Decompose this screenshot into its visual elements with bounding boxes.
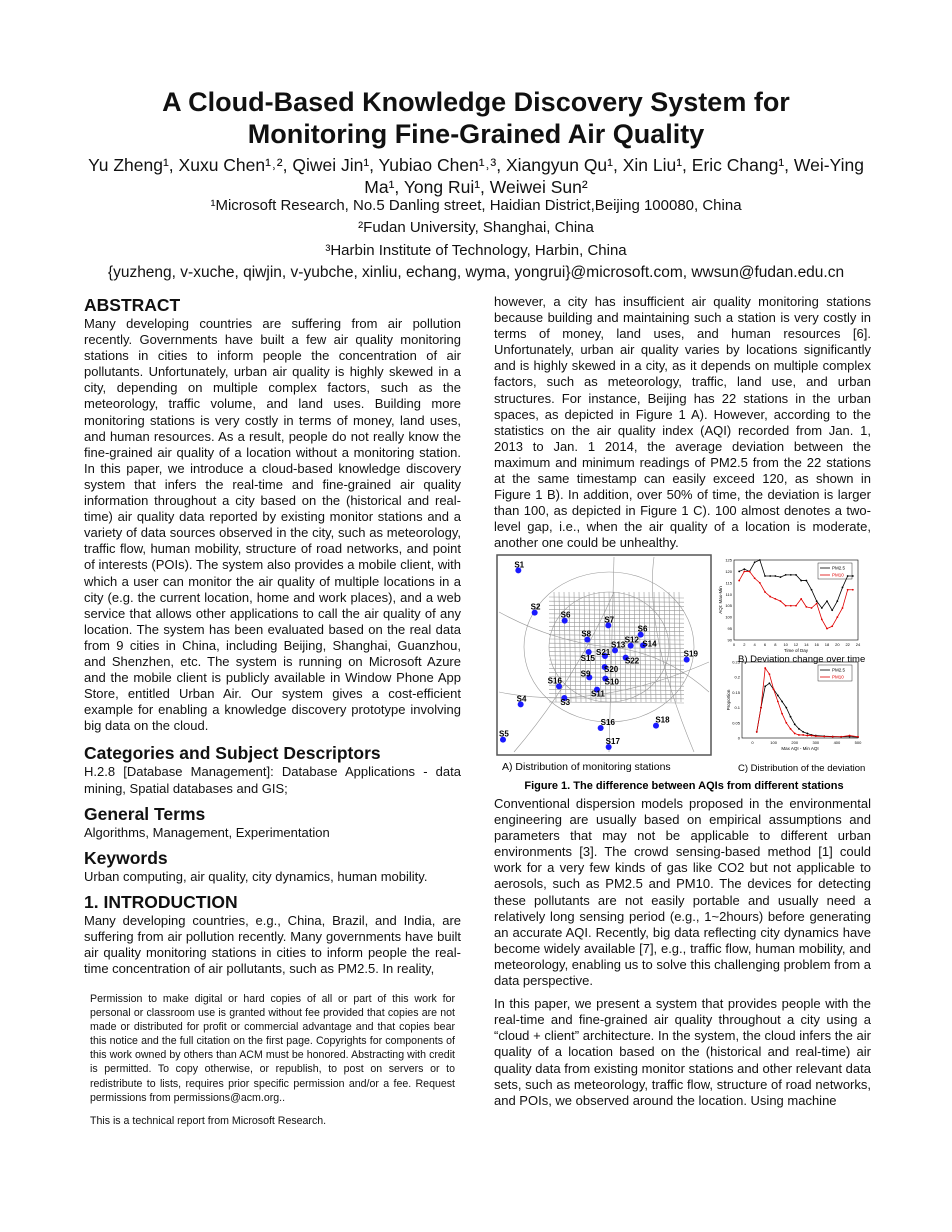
station-label: S17: [605, 737, 620, 746]
terms-text: Algorithms, Management, Experimentation: [84, 824, 330, 840]
data-point: [857, 736, 859, 738]
station-label: S14: [642, 639, 657, 649]
data-point: [816, 600, 818, 602]
data-point: [798, 728, 800, 730]
data-point: [760, 707, 762, 709]
y-tick-label: 0.2: [734, 674, 740, 680]
data-point: [785, 722, 787, 724]
station-label: S20: [604, 665, 619, 674]
station-label: S13: [611, 640, 626, 650]
data-point: [738, 580, 740, 582]
station-label: S22: [625, 656, 640, 666]
data-point: [794, 733, 796, 735]
station-label: S2: [530, 602, 541, 612]
series-line-PM10: [739, 571, 853, 628]
y-tick-label: 95: [727, 626, 732, 632]
data-point: [802, 734, 804, 736]
data-point: [849, 735, 851, 737]
x-axis-label: Max AQI - Min AQI: [781, 746, 819, 751]
affiliation: ²Fudan University, Shanghai, China: [358, 219, 594, 236]
paragraph: Conventional dispersion models proposed in the environmental engineering are usually based on empirical assumptions and parameters that may not be applicable to different urban environments [3]. The crowd sensing-based method [1] could work for a very few kinds of gas like CO2 but not applicable to aerosols, such as PM2.5 and PM10. The devices for detecting these pollutants are not easily portable and usually need a relatively long sensing period (e.g., 1~2hours) before generating an accurate AQI. Recently, big data reflecting city dynamics have become widely available [7], e.g., traffic flow, human mobility, and meteorology, enabling us to solve this challenging problem from a data perspective.: [494, 796, 871, 989]
station-label: S1: [514, 560, 525, 570]
station-label: S16: [547, 676, 562, 686]
station-label: S21: [596, 648, 611, 657]
station-label: S19: [683, 649, 698, 659]
data-point: [847, 575, 849, 577]
data-point: [764, 575, 766, 577]
categories-text: H.2.8 [Database Management]: Database Applications - data mining, Spatial databases and GIS;: [84, 764, 461, 796]
y-tick-label: 125: [725, 557, 732, 563]
data-point: [790, 605, 792, 607]
x-axis-label: Time of Day: [783, 648, 809, 653]
station-label: S15: [580, 654, 595, 663]
data-point: [806, 735, 808, 737]
data-point: [794, 723, 796, 725]
right-column-top: [494, 294, 871, 552]
data-point: [811, 607, 813, 609]
y-tick-label: 115: [725, 580, 732, 586]
data-point: [774, 598, 776, 600]
x-tick-label: 12: [793, 642, 799, 647]
data-point: [831, 609, 833, 611]
x-tick-label: 300: [812, 740, 820, 745]
data-point: [836, 616, 838, 618]
data-point: [831, 625, 833, 627]
introduction-heading: 1. INTRODUCTION: [84, 891, 238, 912]
station-label: S3: [560, 698, 571, 707]
x-tick-label: 20: [835, 642, 840, 647]
data-point: [781, 713, 783, 715]
report-footnote: This is a technical report from Microsoft Research.: [90, 1115, 327, 1127]
data-point: [815, 735, 817, 737]
paper-title: [0, 86, 952, 150]
station-label: S11: [591, 689, 605, 699]
figure-caption: Figure 1. The difference between AQIs from different stations: [524, 780, 844, 792]
data-point: [806, 733, 808, 735]
station-label: S4: [516, 694, 527, 704]
data-point: [754, 577, 756, 579]
plot-frame: [742, 662, 858, 738]
station-label: S6: [560, 610, 571, 620]
data-point: [769, 673, 771, 675]
data-point: [785, 707, 787, 709]
y-axis-label: AQI: Max-Min: [718, 586, 723, 614]
station-label: S6: [637, 624, 648, 634]
station-map: [497, 555, 711, 755]
x-tick-label: 100: [770, 740, 777, 745]
data-point: [821, 607, 823, 609]
data-point: [795, 574, 797, 576]
data-point: [842, 607, 844, 609]
data-point: [805, 580, 807, 582]
affiliation: ³Harbin Institute of Technology, Harbin, China: [325, 242, 627, 259]
data-point: [754, 561, 756, 563]
data-point: [821, 619, 823, 621]
data-point: [842, 587, 844, 589]
series-line-PM2.5: [757, 683, 858, 737]
x-tick-label: 24: [855, 642, 861, 647]
y-tick-label: 0.1: [734, 705, 740, 711]
title-line: A Cloud-Based Knowledge Discovery System for: [162, 87, 790, 117]
x-tick-label: 4: [753, 642, 756, 647]
station-label: S5: [499, 729, 509, 739]
data-point: [769, 596, 771, 598]
data-point: [790, 728, 792, 730]
station-label: S18: [655, 715, 670, 725]
station-label: S12: [624, 635, 639, 645]
station-label: S9: [580, 669, 591, 679]
abstract-heading: ABSTRACT: [84, 295, 181, 315]
y-tick-label: 0.15: [732, 689, 740, 695]
data-point: [749, 571, 751, 573]
title-line: Monitoring Fine-Grained Air Quality: [247, 119, 705, 149]
data-point: [826, 600, 828, 602]
data-point: [756, 731, 758, 733]
subcaption-b: B) Deviation change over time: [738, 654, 866, 665]
data-point: [781, 701, 783, 703]
y-tick-label: 0: [737, 735, 740, 741]
introduction-text: Many developing countries, e.g., China, Brazil, and India, are suffering from air pollution recently. Many governments have built air quality monitoring stations in cities to inform people the real-time concentration of air pollutants, such as PM2.5. In reality,: [84, 912, 461, 977]
x-tick-label: 500: [854, 740, 862, 745]
affiliation: ¹Microsoft Research, No.5 Danling street, Haidian District,Beijing 100080, China: [210, 197, 742, 214]
data-point: [743, 568, 745, 570]
legend-label: PM10: [832, 572, 844, 578]
terms-heading: General Terms: [84, 803, 206, 824]
x-tick-label: 0: [732, 642, 736, 647]
data-point: [780, 600, 782, 602]
data-point: [769, 682, 771, 684]
data-point: [777, 695, 779, 697]
data-point: [759, 582, 761, 584]
y-tick-label: 120: [725, 568, 732, 574]
data-point: [774, 575, 776, 577]
x-tick-label: 22: [845, 642, 850, 647]
x-tick-label: 8: [774, 642, 777, 647]
data-point: [764, 685, 766, 687]
y-tick-label: 100: [725, 614, 732, 620]
data-point: [798, 734, 800, 736]
paragraph: however, a city has insufficient air quality monitoring stations because building and maintaining such a station is very costly in terms of money, land uses, and human resources [6]. Unfortunately, urban air quality varies by locations significantly and is highly skewed in a city, as it depends on multiple complex factors, such as meteorology, traffic, land use, and urban structures. For instance, Beijing has 22 stations in the urban spaces, as depicted in Figure 1 A). However, according to the statistics on the air quality index (AQI) recorded from Jan. 1, 2013 to Jan. 1 2014, the average deviation between the maximum and minimum readings of PM2.5 from the 22 stations at the same timestamp can easily exceed 120, as shown in Figure 1 B). In addition, over 50% of time, the deviation is larger than 100, as depicted in Figure 1 C). 100 almost denotes a two-level gap, i.e., when the air quality of a location is moderate, another one could be unhealthy.: [494, 294, 871, 551]
legend-label: PM10: [832, 674, 844, 680]
station-label: S16: [600, 718, 615, 727]
y-axis-label: Proportion: [726, 689, 731, 711]
data-point: [759, 559, 761, 561]
data-point: [773, 688, 775, 690]
data-point: [790, 574, 792, 576]
paragraph: In this paper, we present a system that provides people with the real-time and fine-grained air quality throughout a city using a “cloud + client” architecture. In the system, the cloud infers the air quality of a location based on the (historical and real-time) air quality data from existing monitor stations and other relevant data sets, such as meteorology, traffic flow, structure of road networks, and POIs, we observed around the location. Using machine: [494, 996, 871, 1108]
keywords-text: Urban computing, air quality, city dynamics, human mobility.: [84, 868, 428, 884]
data-point: [826, 628, 828, 630]
legend-label: PM2.5: [832, 667, 846, 673]
left-column: [84, 294, 461, 977]
data-point: [811, 735, 813, 737]
permission-footnote: Permission to make digital or hard copies of all or part of this work for personal or classroom use is granted without fee provided that copies are not made or distributed for profit or commercial advantage and that copies bear this notice and the full citation on the first page. Copyrights for components of this work owned by others than ACM must be honored. Abstracting with credit is permitted. To copy otherwise, or republish, to post on servers or to redistribute to lists, requires prior specific permission and/or a fee. Request permissions from permissions@acm.org..: [90, 993, 455, 1104]
data-point: [823, 736, 825, 738]
data-point: [780, 576, 782, 578]
data-point: [738, 571, 740, 573]
data-point: [805, 606, 807, 608]
x-tick-label: 400: [833, 740, 841, 745]
right-column-bottom: [494, 796, 871, 1109]
data-point: [764, 667, 766, 669]
y-tick-label: 90: [727, 637, 732, 643]
y-tick-label: 110: [725, 591, 732, 597]
abstract-text: Many developing countries are suffering from air pollution recently. Governments have built a few air quality monitoring stations in cities to inform people the concentration of air pollutants. Unfortunately, urban air quality is highly skewed in a city, depending on multiple complex factors, such as the meteorology, traffic volume, and land uses. Building more monitoring stations is very costly in terms of money, land uses, and human resources. As a result, people do not really know the fine-grained air quality of a location without a monitoring station. In this paper, we introduce a cloud-based knowledge discovery system that infers the real-time and fine-grained air quality information throughout a city based on the (historical and real-time) air quality data reported by existing monitor stations and a variety of data sources observed in the city, such as meteorology, traffic flow, human mobility, structure of road networks, and point of interests (POIs). The system also provides a mobile client, with which a user can monitor the air quality of multiple locations in a city (e.g. the current location, home and work places), and a web service that allows other applications to call the air quality of any location. The system has been evaluated based on the real data from 9 cities in China, including Beijing, Shanghai, Guanzhou, and Shenzhen, etc. The system is running on Microsoft Azure and the mobile client is publicly available in Window Phone App Store, entitled Urban Air. Our system gives a cost-efficient example for enabling a knowledge discovery prototype involving big data on the cloud.: [84, 316, 461, 734]
y-tick-label: 0.05: [732, 720, 740, 726]
data-point: [800, 598, 802, 600]
x-tick-label: 18: [824, 642, 830, 647]
data-point: [777, 701, 779, 703]
x-tick-label: 2: [743, 642, 746, 647]
x-tick-label: 6: [763, 642, 767, 647]
data-point: [769, 575, 771, 577]
data-point: [816, 603, 818, 605]
x-tick-label: 10: [783, 642, 788, 647]
authors: Yu Zheng¹, Xuxu Chen¹˒², Qiwei Jin¹, Yubiao Chen¹˒³, Xiangyun Qu¹, Xin Liu¹, Eric Chang¹, Wei-Ying Ma¹, Yong Rui¹, Weiwei Sun²: [88, 155, 864, 197]
figure-1: [494, 552, 874, 792]
data-point: [847, 589, 849, 591]
station-label: S8: [581, 629, 592, 639]
keywords-heading: Keywords: [84, 847, 168, 868]
data-point: [802, 731, 804, 733]
data-point: [836, 600, 838, 602]
data-point: [800, 580, 802, 582]
data-point: [795, 605, 797, 607]
data-point: [743, 571, 745, 573]
station-label: S7: [604, 615, 615, 625]
station-label: S10: [604, 677, 619, 687]
x-tick-label: 0: [751, 740, 754, 745]
emails: {yuzheng, v-xuche, qiwjin, v-yubche, xinliu, echang, wyma, yongrui}@microsoft.com, wwsun@fudan.edu.cn: [107, 264, 845, 281]
y-tick-label: 0.25: [732, 659, 740, 665]
data-point: [852, 575, 854, 577]
data-point: [764, 591, 766, 593]
data-point: [785, 605, 787, 607]
data-point: [832, 736, 834, 738]
data-point: [811, 589, 813, 591]
data-point: [785, 574, 787, 576]
x-tick-label: 200: [791, 740, 799, 745]
x-tick-label: 16: [814, 642, 819, 647]
chart-deviation-distribution: [726, 660, 862, 752]
subcaption-a: A) Distribution of monitoring stations: [502, 761, 671, 773]
legend-label: PM2.5: [832, 565, 846, 571]
subcaption-c: C) Distribution of the deviation: [738, 763, 866, 774]
data-point: [790, 716, 792, 718]
chart-deviation-over-time: [718, 558, 861, 654]
y-tick-label: 105: [725, 603, 732, 609]
data-point: [840, 736, 842, 738]
categories-heading: Categories and Subject Descriptors: [84, 743, 381, 764]
data-point: [852, 589, 854, 591]
x-tick-label: 14: [804, 642, 809, 647]
